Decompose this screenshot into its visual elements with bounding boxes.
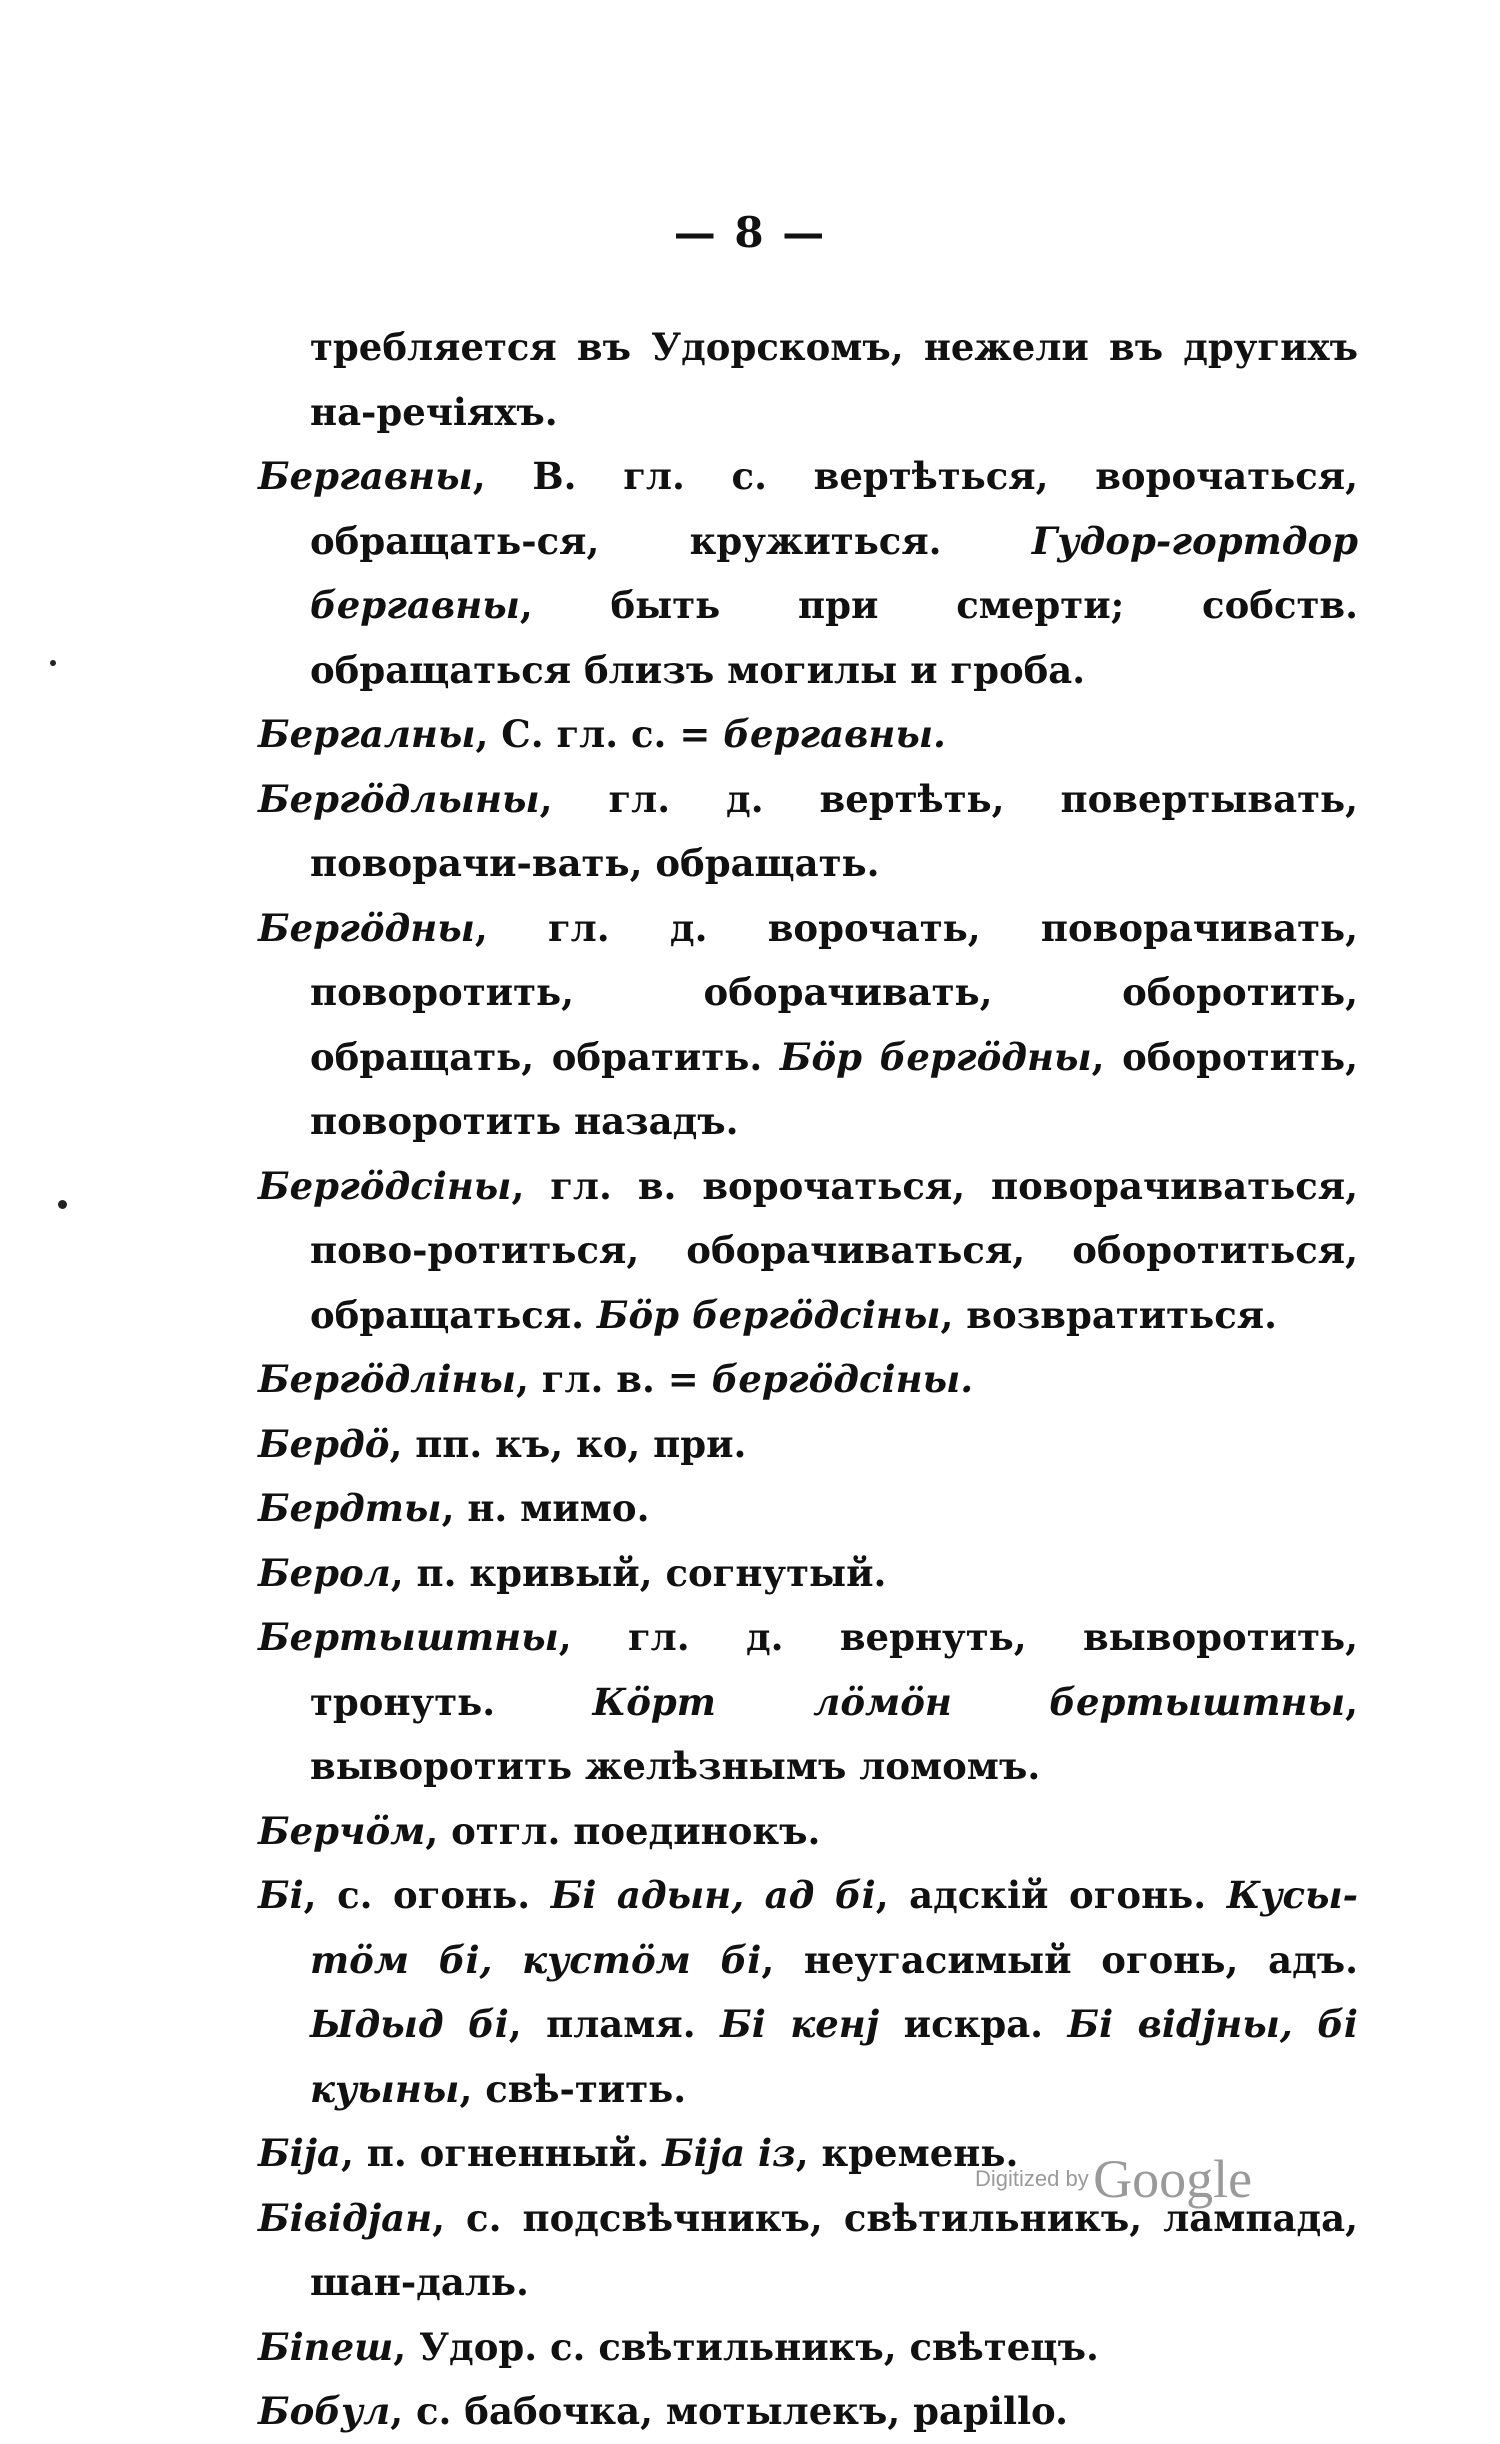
entry-definition: , с. подсвѣчникъ, свѣтильникъ, лампада, шан-даль. xyxy=(310,2195,1358,2304)
entry-definition: , с. бабочка, мотылекъ, papillo. xyxy=(390,2389,1068,2433)
entry-example: Ыдыд бі xyxy=(310,2002,509,2046)
entry-definition: , быть при смерти; собств. обращаться близъ могилы и гроба. xyxy=(310,583,1358,692)
dictionary-entry xyxy=(258,896,1358,1154)
dictionary-entry xyxy=(258,1605,1358,1799)
watermark-digitized-text: Digitized by xyxy=(975,2166,1089,2191)
dictionary-entry xyxy=(258,2379,1358,2444)
entry-headword: Бертыштны xyxy=(258,1615,559,1659)
entry-example: Бöр бергöдсіны xyxy=(596,1292,941,1337)
scan-speck xyxy=(50,660,56,666)
entry-definition: требляется въ Удорскомъ, нежели въ другихъ на-речіяхъ. xyxy=(310,325,1358,434)
dictionary-entry xyxy=(258,1412,1358,1477)
entry-definition: , пламя. xyxy=(508,2002,721,2046)
entry-definition: , гл. в. = xyxy=(516,1357,712,1401)
entry-headword: Бердö xyxy=(258,1421,390,1466)
entry-example: Кусы-тöм бі, кустöм бі xyxy=(310,1873,1359,1982)
entry-definition: , возвратиться. xyxy=(940,1292,1277,1337)
entry-headword: Бергалны xyxy=(258,712,476,756)
entry-definition: , оборотить, поворотить назадъ. xyxy=(310,1034,1358,1143)
entry-definition: искра. xyxy=(879,2002,1068,2046)
dictionary-entry xyxy=(258,767,1358,896)
entry-headword: Бергöдны xyxy=(258,905,475,950)
google-watermark xyxy=(975,2148,1275,2210)
dictionary-entries xyxy=(258,315,1358,2444)
entry-headword: Бі xyxy=(258,1873,304,1917)
entry-example: Бі віdјны, бі куыны xyxy=(310,2002,1358,2111)
entry-definition: , свѣ-тить. xyxy=(459,2066,687,2111)
entry-headword: Біпеш xyxy=(258,2324,394,2369)
dictionary-entry xyxy=(258,1799,1358,1864)
dictionary-entry xyxy=(258,1347,1358,1412)
page-number: — 8 — xyxy=(673,208,827,257)
entry-definition: , н. мимо. xyxy=(441,1486,650,1530)
entry-definition: , отгл. поединокъ. xyxy=(425,1808,821,1853)
dictionary-entry xyxy=(258,1541,1358,1606)
entry-definition: , выворотить желѣзнымъ ломомъ. xyxy=(310,1679,1358,1788)
entry-example: Кöрт лöмöн бертыштны xyxy=(592,1679,1346,1724)
entry-example: бергöдсіны. xyxy=(711,1357,974,1401)
entry-definition: , Удор. с. свѣтильникъ, свѣтецъ. xyxy=(393,2324,1099,2369)
dictionary-entry xyxy=(258,315,1358,444)
entry-headword: Бобул xyxy=(258,2389,391,2433)
entry-definition: , неугасимый огонь, адъ. xyxy=(761,1937,1358,1982)
entry-example: бергавны. xyxy=(723,712,946,756)
entry-definition: , п. кривый, согнутый. xyxy=(390,1550,887,1595)
watermark-google-logo: Google xyxy=(1093,2149,1253,2209)
entry-example: Бі адын, ад бі xyxy=(550,1873,876,1917)
dictionary-entry xyxy=(258,2315,1358,2380)
entry-headword: Бергöдлыны xyxy=(258,776,540,821)
entry-definition: , гл. в. ворочаться, поворачиваться, пово-ротиться, оборачиваться, оборотиться, обращаться. xyxy=(310,1163,1358,1337)
entry-example: Бі кенј xyxy=(720,2002,880,2046)
entry-definition: , С. гл. с. = xyxy=(475,712,724,756)
entry-headword: Біја xyxy=(258,2131,342,2175)
entry-definition: , пп. къ, ко, при. xyxy=(389,1421,747,1466)
dictionary-entry xyxy=(258,444,1358,702)
entry-definition: , с. огонь. xyxy=(303,1873,551,1917)
entry-definition: , В. гл. с. вертѣться, ворочаться, обращать-ся, кружиться. xyxy=(310,454,1358,563)
scan-speck xyxy=(58,1200,67,1209)
dictionary-entry xyxy=(258,1154,1358,1348)
entry-definition: , адскій огонь. xyxy=(875,1873,1227,1917)
entry-definition: , кремень. xyxy=(795,2131,1019,2175)
entry-headword: Бергöдліны xyxy=(258,1357,517,1401)
dictionary-entry xyxy=(258,702,1358,767)
entry-headword: Берчöм xyxy=(258,1808,426,1853)
entry-headword: Бергöдсіны xyxy=(258,1163,512,1208)
entry-headword: Бердты xyxy=(258,1486,442,1530)
dictionary-entry xyxy=(258,1863,1358,2121)
entry-headword: Бергавны xyxy=(258,454,473,498)
entry-example: Біја із xyxy=(662,2131,796,2175)
entry-headword: Бівiдјан xyxy=(258,2195,433,2240)
entry-example: Бöр бергöдны xyxy=(779,1034,1092,1079)
dictionary-entry xyxy=(258,1476,1358,1541)
entry-definition: , гл. д. ворочать, поворачивать, поворотить, оборачивать, оборотить, обращать, обратить. xyxy=(310,905,1358,1079)
entry-headword: Берол xyxy=(258,1550,391,1595)
entry-example: Гудор-гортдор бергавны xyxy=(310,518,1358,627)
entry-definition: , гл. д. вертѣть, повертывать, поворачи-вать, обращать. xyxy=(310,776,1358,885)
entry-definition: , гл. д. вернуть, выворотить, тронуть. xyxy=(310,1615,1358,1724)
entry-definition: , п. огненный. xyxy=(341,2131,663,2175)
